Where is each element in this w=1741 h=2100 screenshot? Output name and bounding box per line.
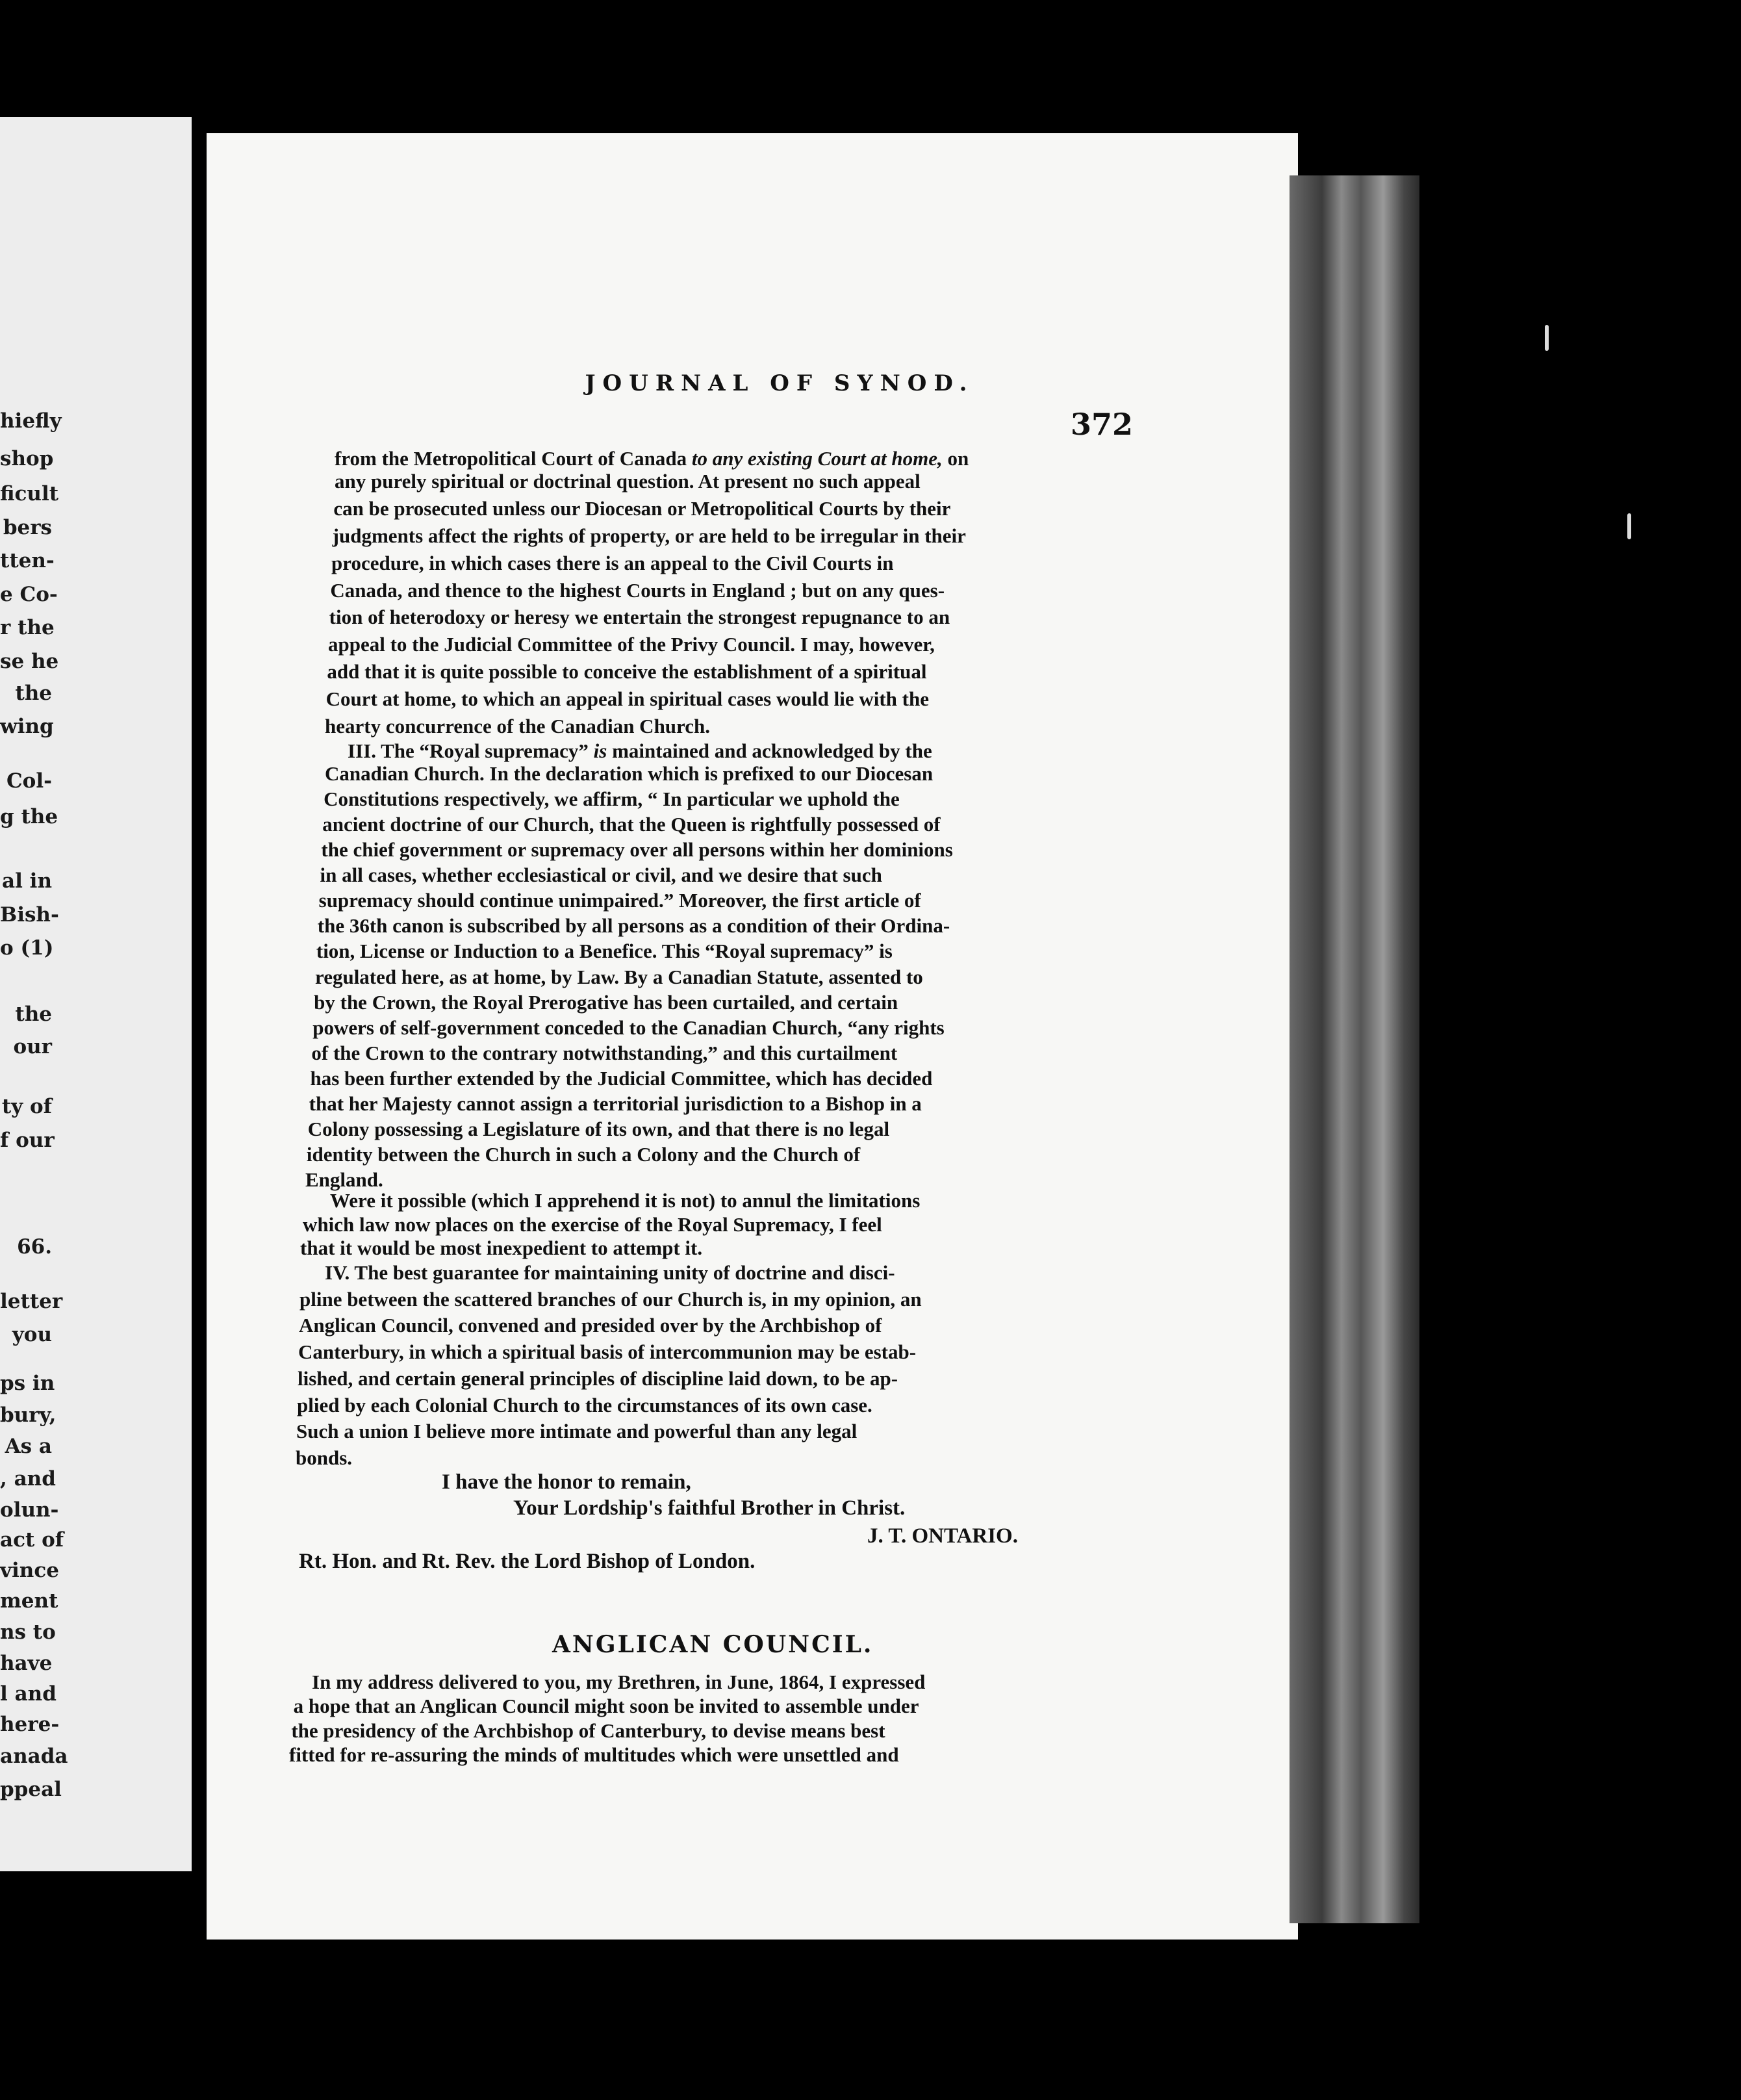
left-page-fragment: o (1) [0, 936, 54, 960]
left-page-fragment: ps in [0, 1372, 55, 1395]
text-line: Constitutions respectively, we affirm, “ In particular we uphold the [324, 788, 900, 811]
left-page-fragment: have [0, 1652, 53, 1675]
text-line: Canadian Church. In the declaration which is prefixed to our Diocesan [325, 762, 934, 785]
text-line: appeal to the Judicial Committee of the Privy Council. I may, however, [328, 633, 935, 656]
left-page-fragment: here- [0, 1713, 60, 1736]
text-line: In my address delivered to you, my Brethren, in June, 1864, I expressed [312, 1671, 926, 1693]
left-page-fragment: , and [0, 1467, 56, 1491]
text-line: bonds. [296, 1446, 353, 1469]
text-line: add that it is quite possible to conceive the establishment of a spiritual [327, 660, 927, 684]
left-page-fragment: al in [2, 869, 52, 893]
left-page-fragment: bers [3, 516, 52, 539]
text-line: a hope that an Anglican Council might soon be invited to assemble under [293, 1695, 919, 1718]
text-line: Such a union I believe more intimate and powerful than any legal [296, 1420, 858, 1443]
left-page-fragment: the [15, 682, 52, 705]
text-line: ancient doctrine of our Church, that the Queen is rightfully possessed of [322, 813, 941, 836]
italic-phrase: is [593, 739, 607, 762]
left-page-fragment: Col- [6, 769, 52, 793]
closing-line-2: Your Lordship's faithful Brother in Christ. [513, 1496, 906, 1520]
left-page-fragment: 66. [17, 1235, 52, 1259]
left-page-fragment: shop [0, 447, 54, 470]
text-line: has been further extended by the Judicial Committee, which has decided [310, 1066, 933, 1090]
text-fragment: maintained and acknowledged by the [612, 739, 932, 762]
left-page-fragment: ficult [0, 482, 59, 506]
text-line: IV. The best guarantee for maintaining unity of doctrine and disci- [325, 1261, 895, 1284]
text-line: can be prosecuted unless our Diocesan or Metropolitical Courts by their [333, 496, 951, 520]
text-line: of the Crown to the contrary notwithstanding,” and this curtailment [311, 1041, 898, 1064]
left-page-fragment: e Co- [0, 583, 58, 606]
text-line: the presidency of the Archbishop of Canterbury, to devise means best [291, 1719, 885, 1742]
text-line: supremacy should continue unimpaired.” Moreover, the first article of [318, 889, 921, 912]
text-line: Colony possessing a Legislature of its own, and that there is no legal [307, 1117, 890, 1140]
section-heading: ANGLICAN COUNCIL. [552, 1631, 874, 1658]
left-page-fragment: tten- [0, 549, 55, 572]
text-line: which law now places on the exercise of the Royal Supremacy, I feel [303, 1212, 882, 1236]
text-line: tion, License or Induction to a Benefice. This “Royal supremacy” is [316, 940, 893, 963]
left-page-fragment: As a [5, 1435, 52, 1458]
left-page-fragment: ppeal [0, 1778, 62, 1801]
left-page-fragment: anada [0, 1745, 68, 1768]
left-page-fragment: Bish- [0, 903, 59, 927]
text-line: powers of self-government conceded to the Canadian Church, “any rights [312, 1016, 945, 1039]
left-page-fragment: bury, [0, 1403, 57, 1427]
text-line: the chief government or supremacy over all persons within her dominions [321, 838, 953, 862]
text-line: any purely spiritual or doctrinal question. At present no such appeal [335, 470, 921, 493]
page-number: 372 [1071, 407, 1134, 442]
text-line: regulated here, as at home, by Law. By a Canadian Statute, assented to [315, 965, 923, 988]
left-page-fragment: olun- [0, 1498, 59, 1522]
text-line: identity between the Church in such a Colony and the Church of [306, 1142, 861, 1166]
text-line: Canterbury, in which a spiritual basis of intercommunion may be estab- [298, 1340, 917, 1364]
left-page-fragment: g the [0, 805, 58, 828]
text-fragment: III. The “Royal supremacy” [348, 739, 589, 762]
text-line: England. [305, 1168, 383, 1191]
left-page-fragment: our [13, 1035, 52, 1058]
text-line: judgments affect the rights of property, or are held to be irregular in their [332, 524, 966, 547]
text-fragment: from the Metropolitical Court of Canada [335, 447, 687, 470]
left-page-fragment: ty of [1, 1095, 52, 1118]
left-page-fragment: act of [0, 1528, 64, 1552]
text-line: pline between the scattered branches of our Church is, in my opinion, an [299, 1287, 922, 1311]
left-page-fragment: ment [0, 1589, 58, 1613]
text-line: hearty concurrence of the Canadian Church. [325, 715, 710, 737]
text-line: plied by each Colonial Church to the circumstances of its own case. [297, 1393, 872, 1416]
left-page-fragment: wing [0, 715, 54, 738]
text-line: procedure, in which cases there is an appeal to the Civil Courts in [331, 551, 894, 574]
text-line [348, 741, 932, 761]
running-head: JOURNAL OF SYNOD. [585, 370, 974, 396]
text-line [335, 448, 969, 468]
text-line: Anglican Council, convened and presided over by the Archbishop of [299, 1314, 882, 1337]
text-line: by the Crown, the Royal Prerogative has been curtailed, and certain [314, 990, 898, 1014]
text-line: fitted for re-assuring the minds of multitudes which were unsettled and [289, 1743, 899, 1766]
left-page-fragment: hiefly [0, 409, 62, 433]
text-line: that it would be most inexpedient to attempt it. [300, 1236, 703, 1259]
text-line: lished, and certain general principles of discipline laid down, to be ap- [298, 1366, 898, 1390]
left-page-fragment: the [15, 1003, 52, 1026]
left-page-fragment: vince [0, 1559, 59, 1582]
signature: J. T. ONTARIO. [867, 1524, 1018, 1548]
text-line: Were it possible (which I apprehend it is not) to annul the limitations [330, 1189, 921, 1212]
text-line: that her Majesty cannot assign a territorial jurisdiction to a Bishop in a [309, 1092, 922, 1115]
text-line: Canada, and thence to the highest Courts in England ; but on any ques- [330, 578, 945, 602]
text-line: in all cases, whether ecclesiastical or civil, and we desire that such [320, 864, 882, 887]
text-line: Court at home, to which an appeal in spiritual cases would lie with the [325, 687, 929, 711]
left-page-fragment: se he [0, 650, 59, 673]
italic-phrase: to any existing Court at home, [691, 447, 943, 470]
text-fragment: on [947, 447, 969, 470]
text-line: the 36th canon is subscribed by all persons as a condition of their Ordina- [317, 914, 950, 938]
left-page-fragment: you [12, 1323, 52, 1346]
left-page-fragment: r the [0, 616, 55, 639]
text-line: tion of heterodoxy or heresy we entertain the strongest repugnance to an [329, 606, 950, 629]
addressee: Rt. Hon. and Rt. Rev. the Lord Bishop of London. [299, 1550, 756, 1573]
left-page-fragment: ns to [0, 1620, 56, 1644]
left-page-fragment: letter [0, 1290, 63, 1313]
left-page-fragment: f our [0, 1129, 55, 1152]
left-page-fragment: l and [0, 1682, 57, 1706]
closing-line-1: I have the honor to remain, [442, 1470, 691, 1494]
